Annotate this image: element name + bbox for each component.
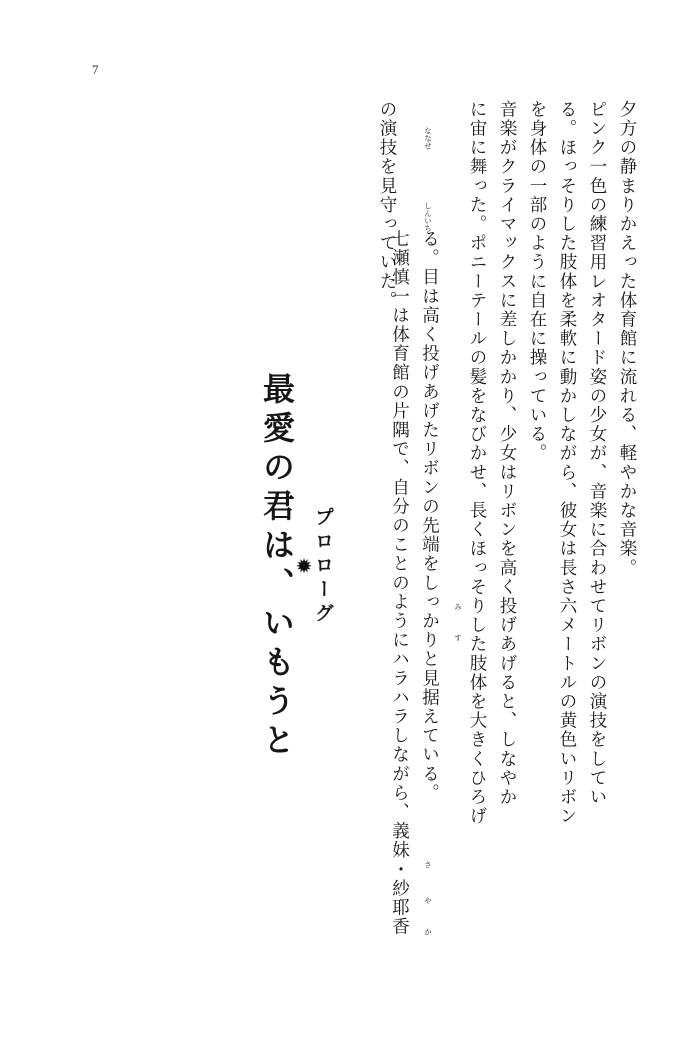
text-column-content: 七瀬慎一は体育館の片隅で、自分のことのようにハラハラしながら、義妹・紗耶香	[390, 229, 411, 937]
vertical-text-body	[62, 100, 636, 990]
text-column	[390, 100, 426, 990]
text-column-content: る。目は高く投げあげたリボンの先端をしっかりと見据えている。	[420, 229, 441, 803]
ruby-annotation: す	[453, 634, 463, 642]
text-column: ピンク一色の練習用レオタード姿の少女が、音楽に合わせてリボンの演技をしてい	[588, 100, 608, 807]
text-column: 夕方の静まりかえった体育館に流れる、軽やかな音楽。	[618, 100, 638, 578]
page-number: 7	[92, 62, 99, 77]
page-title: 最愛の君は、いもうと	[259, 372, 295, 762]
ruby-annotation: さ	[423, 860, 433, 869]
ruby-annotation: しんいち	[423, 202, 433, 233]
ruby-annotation: か	[423, 927, 433, 936]
chapter-heading	[259, 100, 366, 990]
ruby-annotation: や	[423, 896, 433, 905]
text-column: を身体の一部のように自在に操っている。	[528, 100, 548, 463]
text-column: 音楽がクライマックスに差しかかり、少女はリボンを高く投げあげると、しなやか	[498, 100, 518, 807]
text-column	[420, 100, 456, 990]
prologue-label: プロローグ	[312, 507, 333, 627]
ruby-annotation: ななせ	[423, 126, 433, 150]
star-ornament-icon: ✹	[292, 554, 314, 580]
text-column: る。ほっそりした肢体を柔軟に動かしながら、彼女は長さ六メートルの黄色いリボン	[558, 100, 578, 826]
ruby-annotation: み	[453, 602, 463, 611]
text-column: の演技を見守っていた。	[378, 100, 398, 311]
text-column: に宙に舞った。ポニーテールの髪をなびかせ、長くほっそりした肢体を大きくひろげ	[468, 100, 488, 826]
